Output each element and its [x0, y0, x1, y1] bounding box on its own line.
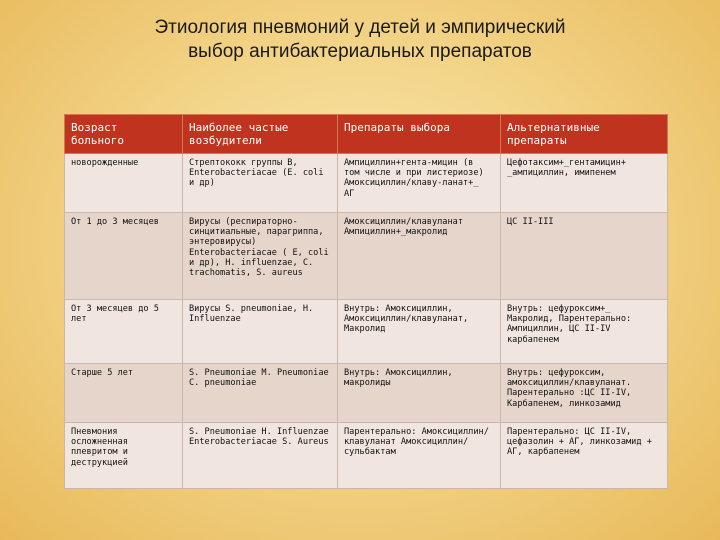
table-row: [65, 300, 668, 364]
cell-pathogens: Вирусы S. pneumoniae, H. Influenzae: [183, 300, 338, 364]
cell-pathogens: Стрептококк группы В, Enterobacteriacae (E. coli и др): [183, 154, 338, 213]
table-header-row: [65, 115, 668, 154]
cell-alternatives: Внутрь: цефуроксим+_ Макролид, Парентерально: Ампициллин, ЦС II-IV карбапенем: [501, 300, 668, 364]
page-title: [60, 16, 660, 64]
cell-alternatives: ЦС II-III: [501, 213, 668, 300]
cell-drugs: Амоксициллин/клавуланат Ампициллин+_макролид: [338, 213, 501, 300]
header-drugs-of-choice: Препараты выбора: [338, 115, 501, 154]
cell-drugs: Внутрь: Амоксициллин, макролиды: [338, 364, 501, 423]
cell-drugs: Парентерально: Амоксициллин/клавуланат Амоксициллин/сульбактам: [338, 423, 501, 489]
cell-age: От 3 месяцев до 5 лет: [65, 300, 183, 364]
cell-alternatives: Цефотаксим+_гентамицин+ _ампициллин, имипенем: [501, 154, 668, 213]
cell-age: Старше 5 лет: [65, 364, 183, 423]
cell-pathogens: Вирусы (респираторно-синцитиальные, парагриппа, энтеровирусы) Enterobacteriacae ( E, coli и др), H. influenzae, C. trachomatis, S. aureus: [183, 213, 338, 300]
table-row: [65, 364, 668, 423]
header-age: Возраст больного: [65, 115, 183, 154]
cell-age: От 1 до 3 месяцев: [65, 213, 183, 300]
cell-pathogens: S. Pneumoniae H. Influenzae Enterobacteriacae S. Aureus: [183, 423, 338, 489]
cell-age: новорожденные: [65, 154, 183, 213]
cell-drugs: Внутрь: Амоксициллин, Амоксициллин/клавуланат, Макролид: [338, 300, 501, 364]
header-alternative-drugs: Альтернативные препараты: [501, 115, 668, 154]
table-row: [65, 213, 668, 300]
cell-alternatives: Внутрь: цефуроксим, амоксициллин/клавуланат. Парентерально :ЦС II-IV, Карбапенем, линкозамид: [501, 364, 668, 423]
title-line-1: Этиология пневмоний у детей и эмпирический: [154, 17, 566, 38]
antibiotics-table: [64, 114, 668, 489]
cell-drugs: Ампициллин+гента-мицин (в том числе и при листериозе) Амоксициллин/клаву-ланат+_ АГ: [338, 154, 501, 213]
header-pathogens: Наиболее частые возбудители: [183, 115, 338, 154]
title-line-2: выбор антибактериальных препаратов: [188, 41, 532, 62]
cell-alternatives: Парентерально: ЦС II-IV, цефазолин + АГ, линкозамид + АГ, карбапенем: [501, 423, 668, 489]
table-row: [65, 154, 668, 213]
cell-age: Пневмония осложненная плевритом и деструкцией: [65, 423, 183, 489]
cell-pathogens: S. Pneumoniae M. Pneumoniae C. pneumoniae: [183, 364, 338, 423]
table-row: [65, 423, 668, 489]
